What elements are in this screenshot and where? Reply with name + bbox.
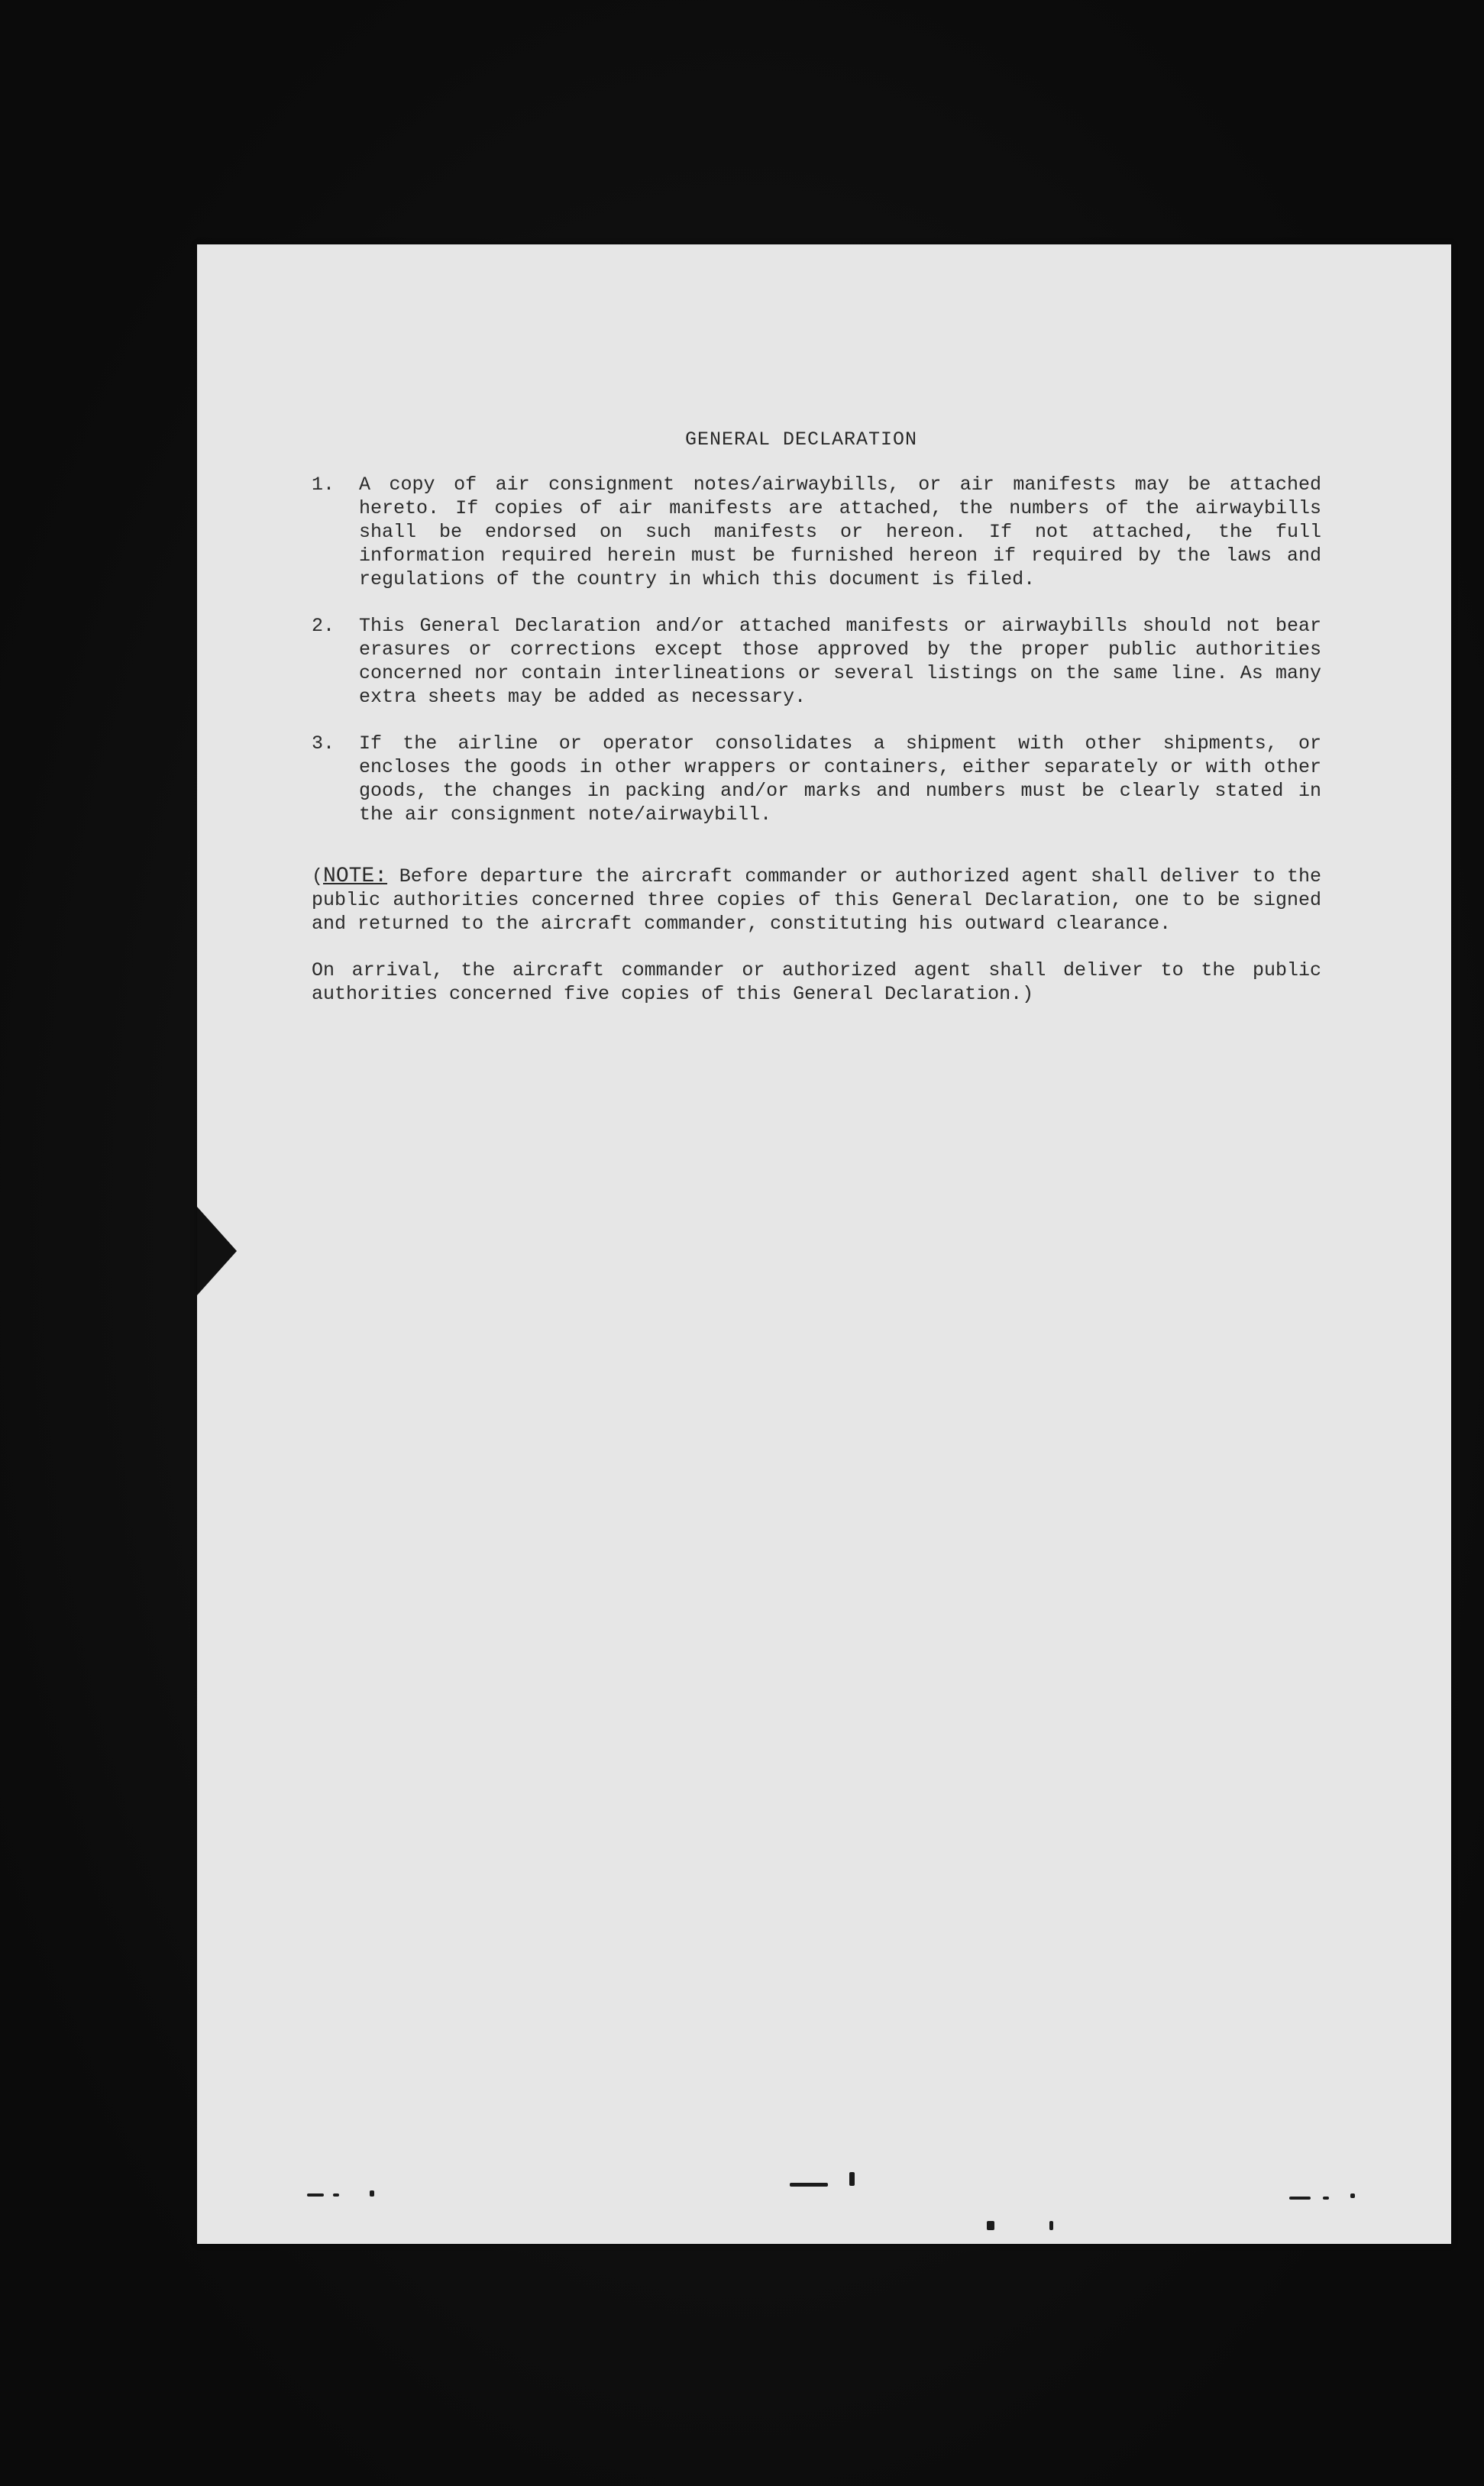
document-content: [312, 428, 1321, 1006]
scan-speck: [333, 2193, 339, 2197]
list-item: [312, 732, 1321, 826]
item-text: This General Declaration and/or attached manifests or airwaybills should not bear erasures or corrections except those approved by the proper public authorities concerned nor contain interlineations or several listings on the same line. As many extra sheets may be added as necessary.: [359, 615, 1321, 708]
page-notch: [197, 1207, 237, 1295]
note-open-paren: (: [312, 865, 324, 887]
scan-speck: [307, 2193, 324, 2197]
scan-speck: [1350, 2193, 1355, 2198]
note-paragraph: [312, 865, 1321, 936]
list-item: [312, 614, 1321, 709]
item-number: 2.: [312, 615, 335, 637]
scan-speck: [1049, 2221, 1053, 2230]
note-text: Before departure the aircraft commander or authorized agent shall deliver to the public authorities concerned three copies of this General Declaration, one to be signed and returned to the aircraft commander, constituting his outward clearance.: [312, 865, 1321, 935]
scan-speck: [1289, 2197, 1311, 2200]
item-text: If the airline or operator consolidates a shipment with other shipments, or encloses the goods in other wrappers or containers, either separately or with other goods, the changes in packing and/or marks and numbers must be clearly stated in the air consignment note/airwaybill.: [359, 732, 1321, 826]
scan-speck: [790, 2183, 828, 2187]
scan-speck: [849, 2172, 855, 2186]
item-number: 3.: [312, 732, 335, 755]
scan-speck: [1323, 2197, 1329, 2200]
item-number: 1.: [312, 474, 335, 496]
item-text: A copy of air consignment notes/airwaybills, or air manifests may be attached hereto. If copies of air manifests are attached, the numbers of the airwaybills shall be endorsed on such manifests or hereon. If not attached, the full information required herein must be furnished hereon if required by the laws and regulations of the country in which this document is filed.: [359, 474, 1321, 590]
arrival-paragraph: On arrival, the aircraft commander or authorized agent shall deliver to the public authorities concerned five copies of this General Declaration.): [312, 959, 1321, 1005]
scan-speck: [987, 2221, 994, 2230]
document-title: GENERAL DECLARATION: [684, 428, 918, 451]
list-item: [312, 473, 1321, 591]
note-label: NOTE:: [323, 865, 388, 888]
scan-speck: [370, 2190, 374, 2197]
